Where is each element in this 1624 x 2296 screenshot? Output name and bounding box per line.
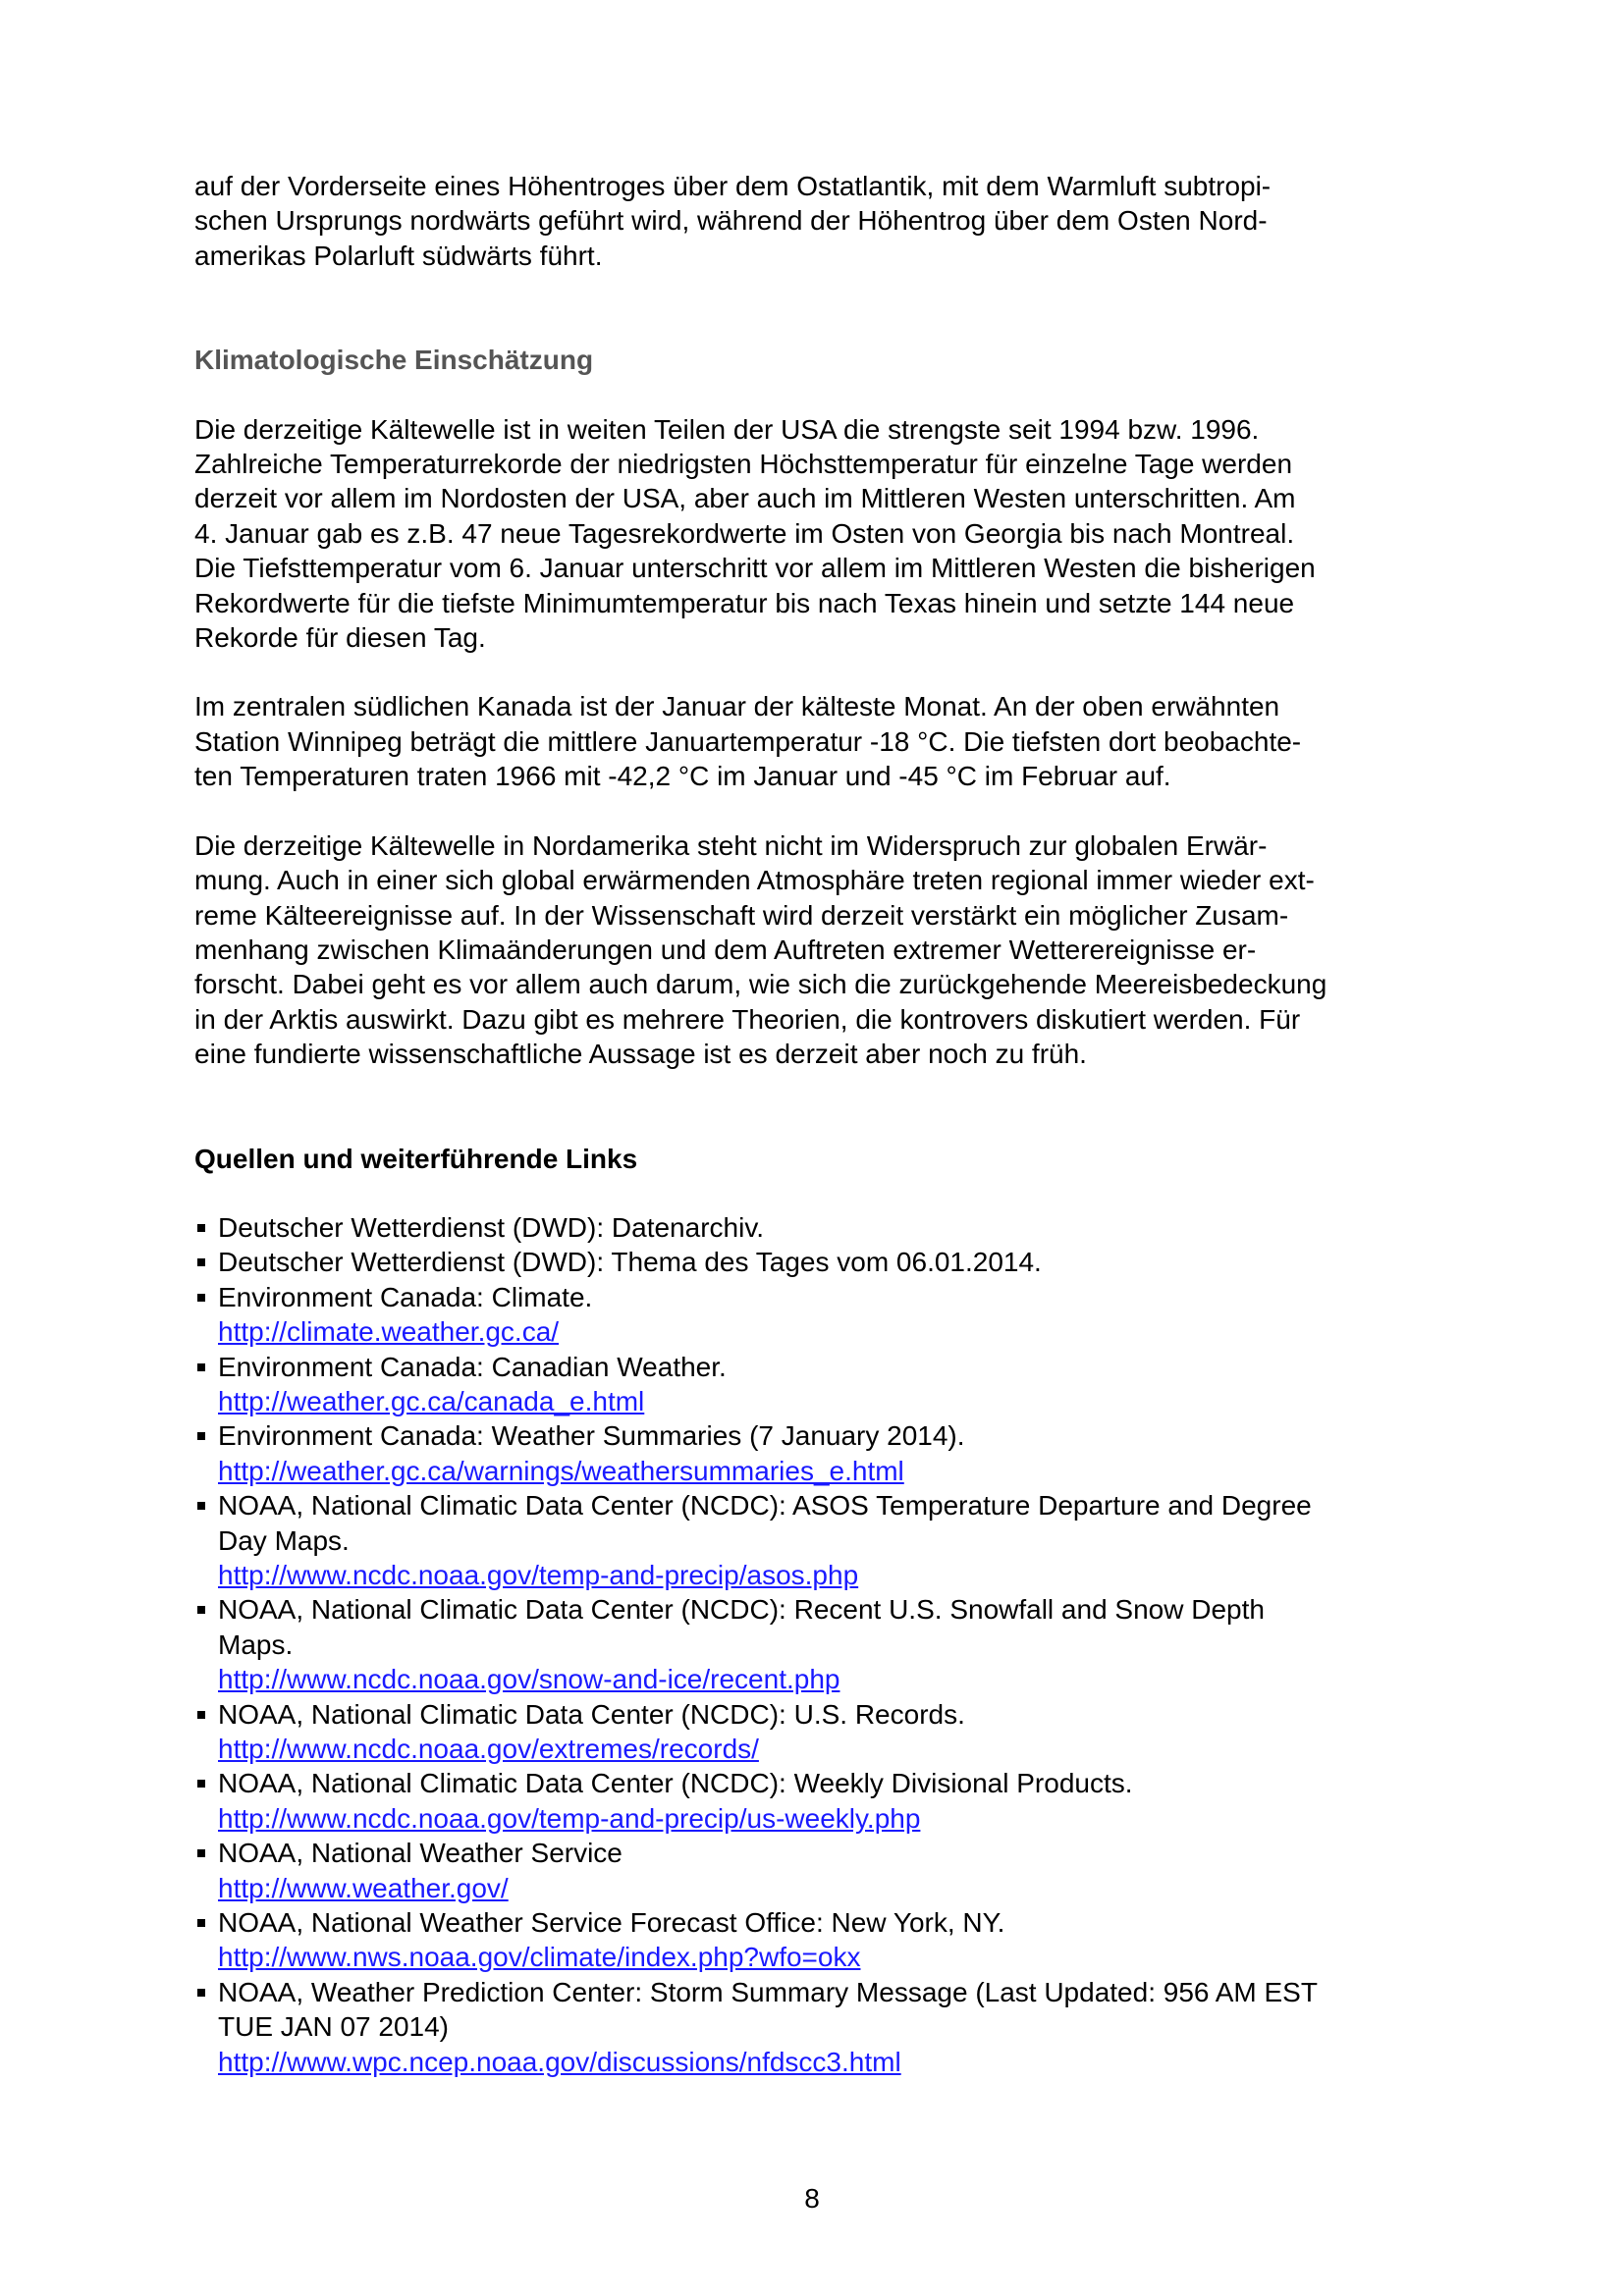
reference-text: NOAA, National Weather Service — [218, 1838, 623, 1869]
text-line: Zahlreiche Temperaturrekorde der niedrigsten Höchsttemperatur für einzelne Tage werden — [194, 449, 1293, 480]
text-line: Station Winnipeg beträgt die mittlere Januartemperatur -18 °C. Die tiefsten dort beobachte- — [194, 725, 1302, 757]
text-line: derzeit vor allem im Nordosten der USA, aber auch im Mittleren Westen unterschritten. Am — [194, 483, 1296, 514]
reference-item — [194, 1592, 1456, 1696]
reference-link[interactable]: http://www.ncdc.noaa.gov/temp-and-precip/us-weekly.php — [218, 1802, 921, 1834]
paragraph-kanada-januar — [194, 689, 1456, 793]
paragraph-kaeltewelle-usa — [194, 412, 1456, 656]
reference-text: Deutscher Wetterdienst (DWD): Thema des Tages vom 06.01.2014. — [218, 1247, 1042, 1278]
reference-item — [194, 1905, 1456, 1975]
reference-item — [194, 1488, 1456, 1592]
reference-item — [194, 1210, 1456, 1245]
reference-text: Environment Canada: Canadian Weather. — [218, 1351, 727, 1382]
reference-item — [194, 1766, 1456, 1836]
reference-item — [194, 1418, 1456, 1488]
text-line: mung. Auch in einer sich global erwärmenden Atmosphäre treten regional immer wieder ext- — [194, 865, 1315, 896]
reference-item — [194, 1697, 1456, 1767]
text-line: menhang zwischen Klimaänderungen und dem Auftreten extremer Wetterereignisse er- — [194, 934, 1257, 965]
square-bullet-icon — [197, 1606, 205, 1614]
text-line: ten Temperaturen traten 1966 mit -42,2 °C im Januar und -45 °C im Februar auf. — [194, 761, 1171, 792]
intro-paragraph — [194, 169, 1456, 273]
square-bullet-icon — [197, 1919, 205, 1927]
reference-text: NOAA, National Climatic Data Center (NCDC): Recent U.S. Snowfall and Snow Depth — [218, 1594, 1265, 1626]
reference-text: Environment Canada: Weather Summaries (7 January 2014). — [218, 1420, 965, 1452]
reference-list — [194, 1210, 1456, 2079]
text-line: schen Ursprungs nordwärts geführt wird, während der Höhentrog über dem Osten Nord- — [194, 205, 1268, 237]
square-bullet-icon — [197, 1224, 205, 1232]
text-line: Rekordwerte für die tiefste Minimumtemperatur bis nach Texas hinein und setzte 144 neue — [194, 587, 1295, 618]
reference-item — [194, 1836, 1456, 1905]
square-bullet-icon — [197, 1363, 205, 1371]
reference-text: Deutscher Wetterdienst (DWD): Datenarchiv. — [218, 1211, 765, 1243]
text-line: reme Kälteereignisse auf. In der Wissenschaft wird derzeit verstärkt ein möglicher Zusam- — [194, 899, 1289, 931]
square-bullet-icon — [197, 1989, 205, 1997]
reference-item — [194, 1245, 1456, 1279]
square-bullet-icon — [197, 1258, 205, 1266]
text-line: Rekorde für diesen Tag. — [194, 622, 486, 654]
reference-text: Day Maps. — [218, 1524, 350, 1556]
text-line: Die Tiefsttemperatur vom 6. Januar unterschritt vor allem im Mittleren Westen die bisherigen — [194, 553, 1316, 584]
reference-text: NOAA, National Weather Service Forecast Office: New York, NY. — [218, 1907, 1005, 1939]
text-line: Die derzeitige Kältewelle in Nordamerika steht nicht im Widerspruch zur globalen Erwär- — [194, 829, 1268, 861]
reference-text: NOAA, National Climatic Data Center (NCDC): ASOS Temperature Departure and Degree — [218, 1490, 1312, 1522]
section-heading-quellen: Quellen und weiterführende Links — [194, 1143, 638, 1174]
reference-link[interactable]: http://www.ncdc.noaa.gov/snow-and-ice/recent.php — [218, 1664, 840, 1695]
reference-text: NOAA, Weather Prediction Center: Storm Summary Message (Last Updated: 956 AM EST — [218, 1976, 1318, 2007]
text-line: forscht. Dabei geht es vor allem auch darum, wie sich die zurückgehende Meereisbedeckung — [194, 969, 1327, 1000]
square-bullet-icon — [197, 1711, 205, 1719]
section-heading-klimatologische-einschaetzung: Klimatologische Einschätzung — [194, 345, 594, 376]
text-line: eine fundierte wissenschaftliche Aussage ist es derzeit aber noch zu früh. — [194, 1039, 1087, 1070]
reference-link[interactable]: http://weather.gc.ca/warnings/weathersummaries_e.html — [218, 1455, 904, 1486]
reference-link[interactable]: http://weather.gc.ca/canada_e.html — [218, 1385, 645, 1416]
reference-text: TUE JAN 07 2014) — [218, 2011, 449, 2043]
text-line: amerikas Polarluft südwärts führt. — [194, 240, 603, 271]
text-line: in der Arktis auswirkt. Dazu gibt es mehrere Theorien, die kontrovers diskutiert werden. Für — [194, 1003, 1301, 1035]
text-line: 4. Januar gab es z.B. 47 neue Tagesrekordwerte im Osten von Georgia bis nach Montreal. — [194, 517, 1295, 549]
reference-link[interactable]: http://www.ncdc.noaa.gov/temp-and-precip/asos.php — [218, 1560, 859, 1590]
text-line: auf der Vorderseite eines Höhentroges über dem Ostatlantik, mit dem Warmluft subtropi- — [194, 171, 1272, 201]
reference-text: Environment Canada: Climate. — [218, 1281, 593, 1312]
text-line: Im zentralen südlichen Kanada ist der Januar der kälteste Monat. An der oben erwähnten — [194, 691, 1280, 722]
reference-item — [194, 1280, 1456, 1350]
reference-link[interactable]: http://www.nws.noaa.gov/climate/index.php?wfo=okx — [218, 1942, 861, 1973]
reference-link[interactable]: http://www.ncdc.noaa.gov/extremes/records/ — [218, 1734, 759, 1765]
reference-item — [194, 1350, 1456, 1419]
document-page — [194, 169, 1456, 2079]
reference-text: NOAA, National Climatic Data Center (NCDC): Weekly Divisional Products. — [218, 1768, 1133, 1799]
square-bullet-icon — [197, 1780, 205, 1788]
reference-item — [194, 1975, 1456, 2079]
reference-text: Maps. — [218, 1629, 294, 1660]
reference-link[interactable]: http://www.wpc.ncep.noaa.gov/discussions/nfdscc3.html — [218, 2046, 901, 2077]
square-bullet-icon — [197, 1849, 205, 1857]
reference-text: NOAA, National Climatic Data Center (NCDC): U.S. Records. — [218, 1698, 965, 1730]
square-bullet-icon — [197, 1294, 205, 1302]
square-bullet-icon — [197, 1432, 205, 1440]
reference-link[interactable]: http://climate.weather.gc.ca/ — [218, 1316, 560, 1348]
square-bullet-icon — [197, 1502, 205, 1510]
page-number: 8 — [804, 2183, 820, 2214]
text-line: Die derzeitige Kältewelle ist in weiten Teilen der USA die strengste seit 1994 bzw. 1996. — [194, 413, 1260, 445]
reference-link[interactable]: http://www.weather.gov/ — [218, 1872, 509, 1903]
paragraph-globale-erwaermung — [194, 828, 1456, 1072]
